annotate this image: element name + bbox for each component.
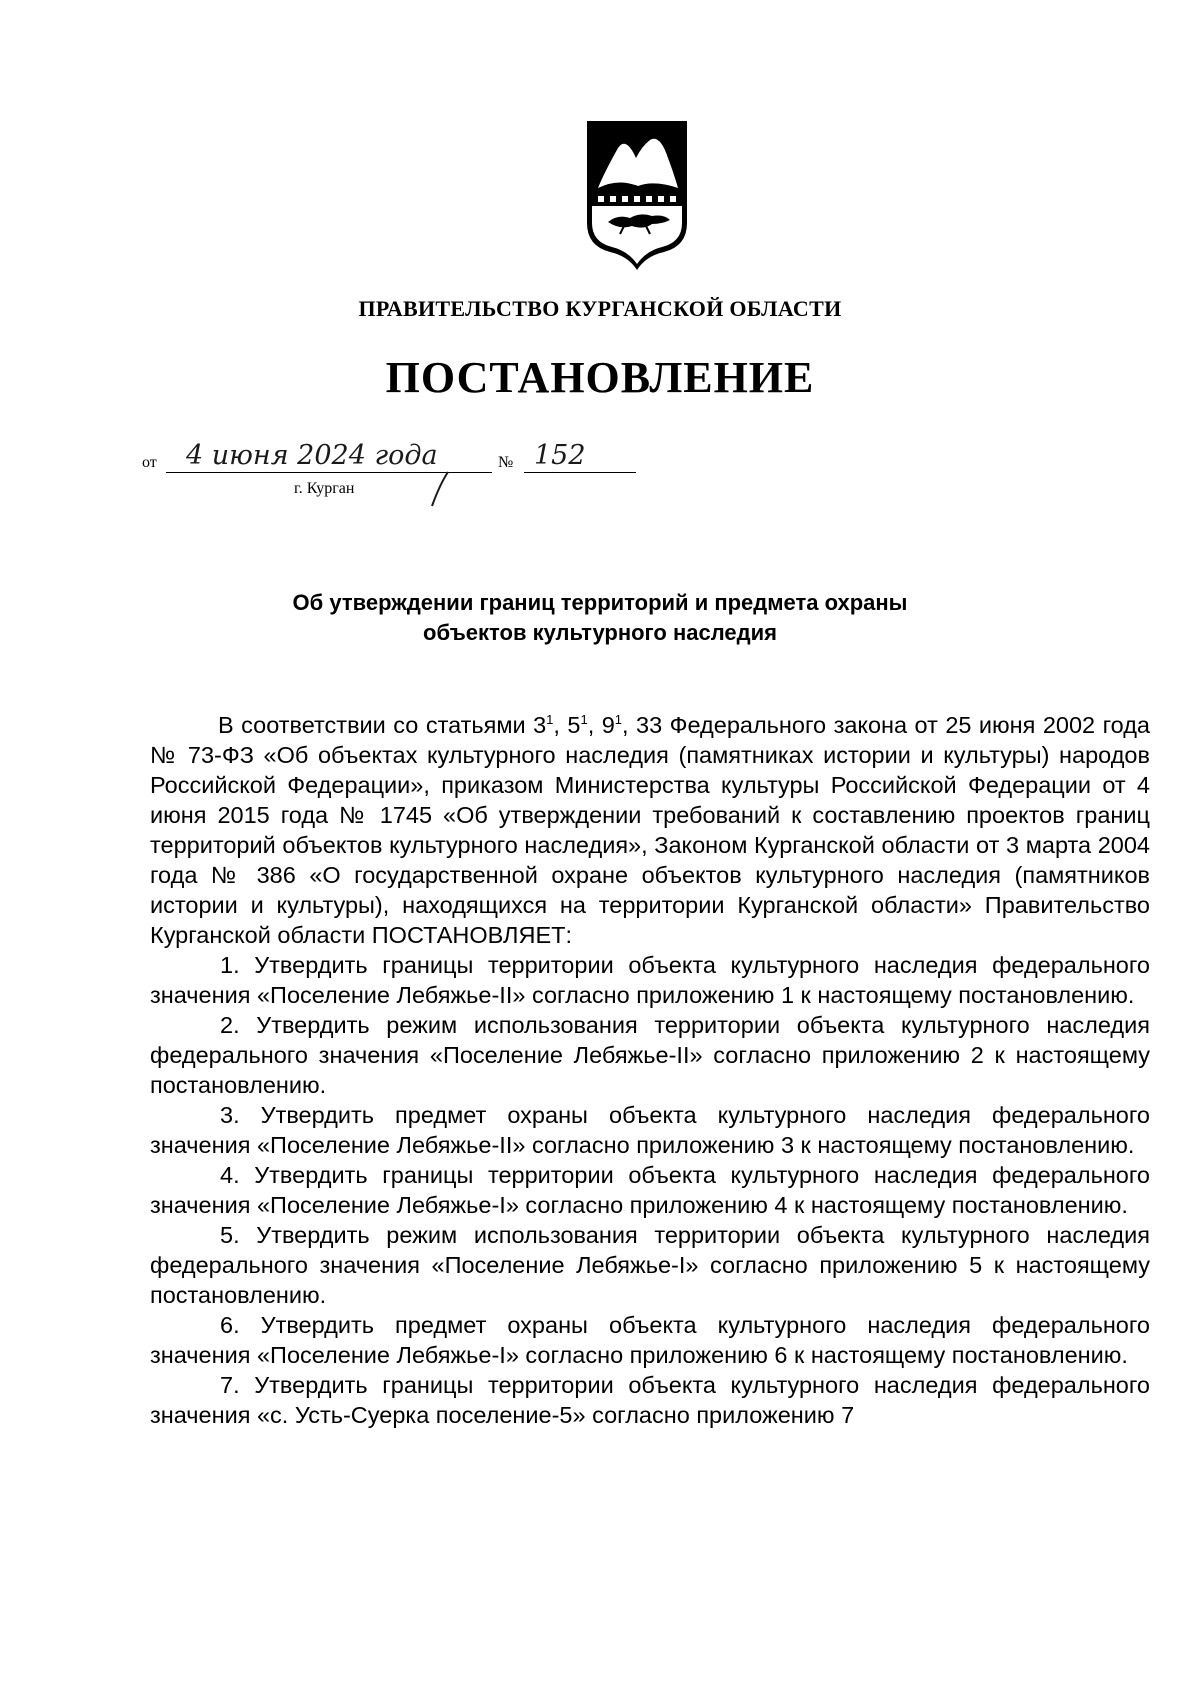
title-line-1: Об утверждении границ территорий и предмета охраны [292,590,908,615]
document-type-heading: ПОСТАНОВЛЕНИЕ [385,353,815,402]
coat-of-arms-emblem [584,118,690,273]
from-label: от [142,454,157,471]
number-underline [524,472,636,473]
resolution-item-1: 1. Утвердить границы территории объекта культурного наследия федерального значения «Поселение Лебяжье-II» согласно приложению 1 к настоящему постановлению. [150,951,1150,1008]
resolution-item-4: 4. Утвердить границы территории объекта культурного наследия федерального значения «Поселение Лебяжье-I» согласно приложению 4 к настоящему постановлению. [150,1161,1150,1218]
document-body [150,705,1150,1430]
resolution-item-7: 7. Утвердить границы территории объекта культурного наследия федерального значения «с. Усть-Суерка поселение-5» согласно приложению 7 [150,1371,1150,1428]
resolution-item-6: 6. Утвердить предмет охраны объекта культурного наследия федерального значения «Поселение Лебяжье-I» согласно приложению 6 к настоящему постановлению. [150,1311,1150,1368]
preamble-paragraph: В соответствии со статьями $3^1$, $5^1$, $9^1$, 33 Федерального закона от 25 июня 2002 года № 73-ФЗ «Об объектах культурного наследия (памятниках истории и культуры) народов Российской Федерации», приказом Министерства культуры Российской Федерации от 4 июня 2015 года № 1745 «Об утверждении требований к составлению проектов границ территорий объектов культурного наследия», Законом Курганской области от 3 марта 2004 года № 386 «О государственной охране объектов культурного наследия (памятников истории и культуры), находящихся на территории Курганской области» Правительство Курганской области ПОСТАНОВЛЯЕТ: [150,711,1150,948]
handwritten-number: 152 [534,440,586,471]
resolution-item-5: 5. Утвердить режим использования территории объекта культурного наследия федерального значения «Поселение Лебяжье-I» согласно приложению 5 к настоящему постановлению. [150,1221,1150,1308]
government-name: ПРАВИТЕЛЬСТВО КУРГАНСКОЙ ОБЛАСТИ [358,296,842,321]
city-label: г. Курган [294,480,355,497]
date-number-line [142,440,662,510]
title-line-2: объектов культурного наследия [423,620,777,645]
resolution-item-3: 3. Утвердить предмет охраны объекта культурного наследия федерального значения «Поселение Лебяжье-II» согласно приложению 3 к настоящему постановлению. [150,1101,1150,1158]
document-title [0,588,1200,648]
resolution-item-2: 2. Утвердить режим использования территории объекта культурного наследия федерального значения «Поселение Лебяжье-II» согласно приложению 2 к настоящему постановлению. [150,1011,1150,1098]
number-label: № [498,454,514,471]
handwriting-stroke [418,470,458,510]
handwritten-date: 4 июня 2024 года [186,440,438,471]
